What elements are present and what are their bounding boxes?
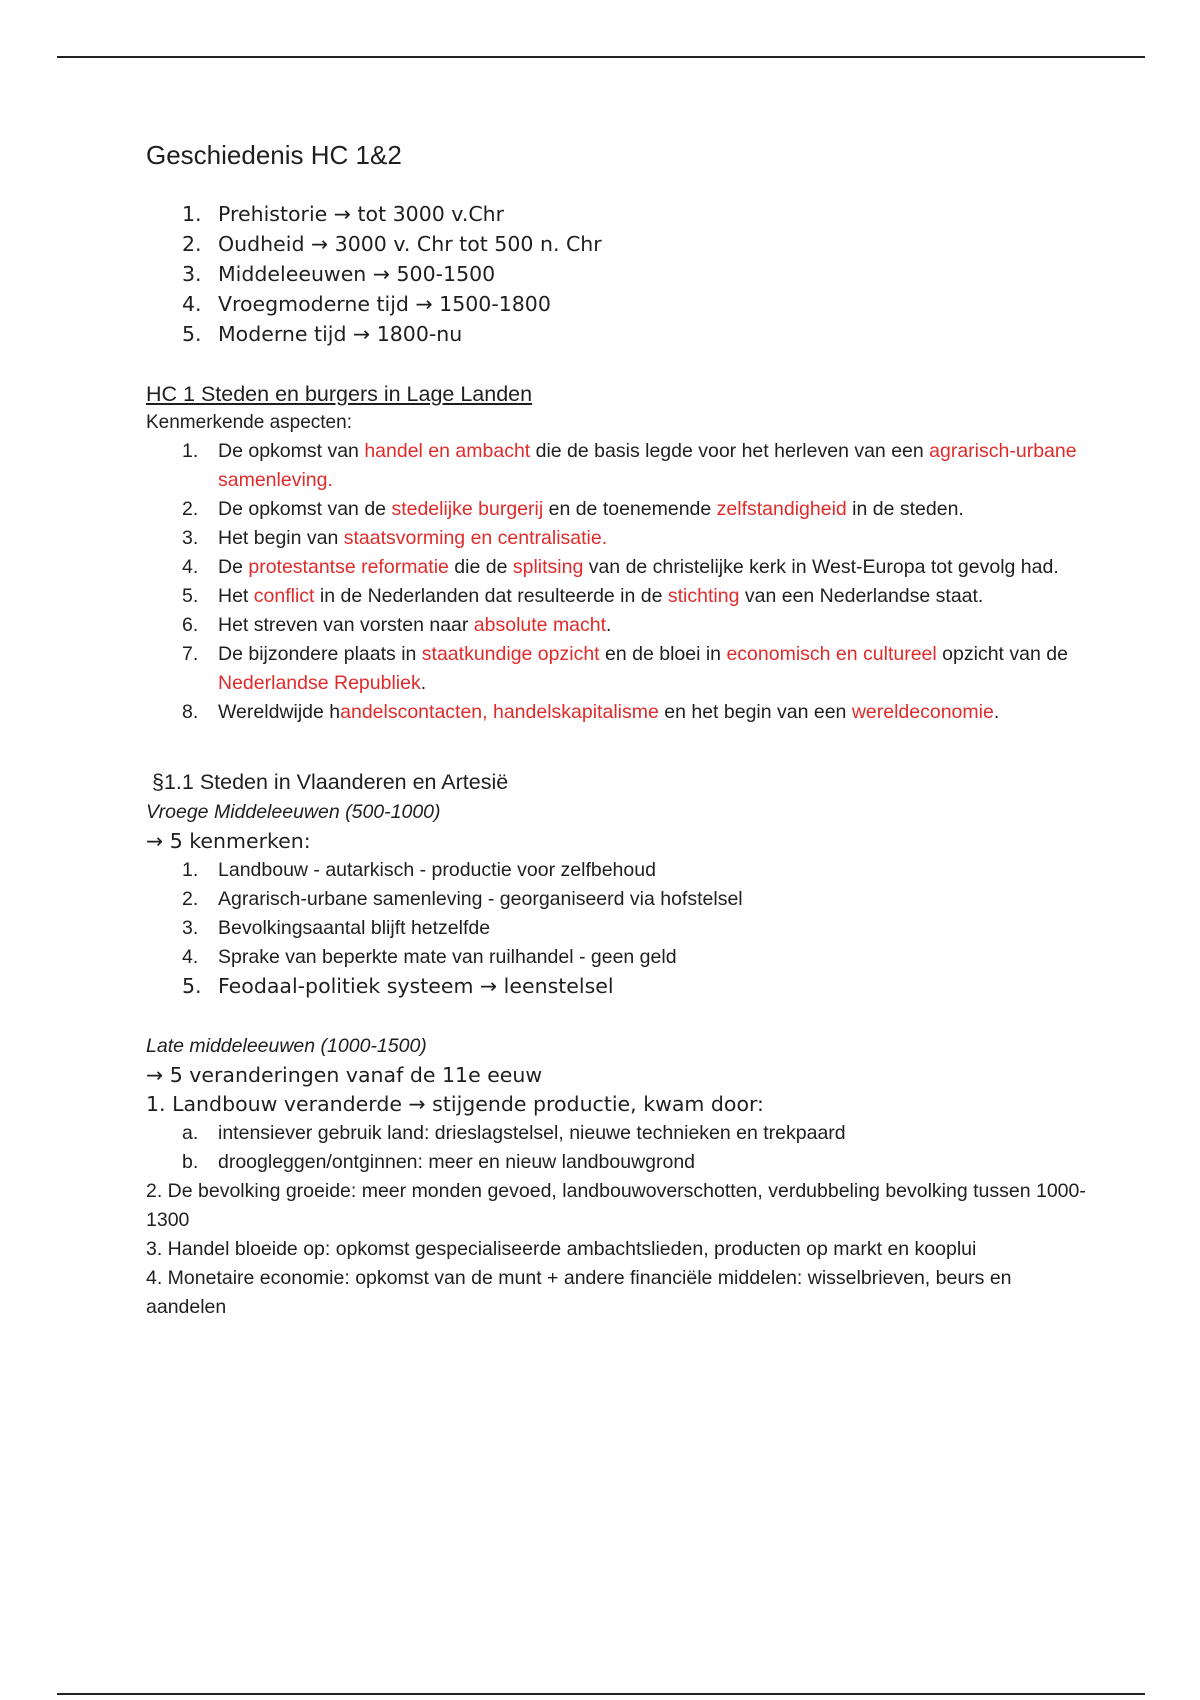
- section-heading-1-1: §1.1 Steden in Vlaanderen en Artesië: [152, 770, 509, 794]
- section-heading-hc1: HC 1 Steden en burgers in Lage Landen: [146, 382, 533, 406]
- aspects-label: Kenmerkende aspecten:: [146, 412, 352, 433]
- list-item: 5. Moderne tijd → 1800-nu: [182, 322, 463, 346]
- early-features-list: [146, 856, 1086, 1001]
- document-page: [146, 140, 1086, 1322]
- bottom-rule: [57, 1693, 1145, 1695]
- periods-list: [146, 199, 1086, 349]
- late-point-2: 2. De bevolking groeide: meer monden gevoed, landbouwoverschotten, verdubbeling bevolking tussen 1000-1300: [146, 1180, 1086, 1231]
- list-item: a. intensiever gebruik land: drieslagstelsel, nieuwe technieken en trekpaard: [182, 1122, 846, 1144]
- list-item: 5. Feodaal-politiek systeem → leenstelsel: [182, 974, 614, 998]
- aspect-item: 8. Wereldwijde handelscontacten, handelskapitalisme en het begin van een wereldeconomie.: [182, 701, 1000, 723]
- document-title: Geschiedenis HC 1&2: [146, 140, 402, 170]
- late-middle-ages-title: Late middeleeuwen (1000-1500): [146, 1035, 427, 1057]
- aspect-item: 3. Het begin van staatsvorming en centralisatie.: [182, 527, 608, 549]
- aspects-list: [146, 437, 1086, 727]
- aspect-item: 4. De protestantse reformatie die de splitsing van de christelijke kerk in West-Europa tot gevolg had.: [182, 556, 1059, 578]
- late-sub-list: [146, 1119, 1086, 1177]
- list-item: 3. Bevolkingsaantal blijft hetzelfde: [182, 917, 491, 939]
- list-item: 2. Oudheid → 3000 v. Chr tot 500 n. Chr: [182, 232, 602, 256]
- aspect-item: 7. De bijzondere plaats in staatkundige opzicht en de bloei in economisch en cultureel opzicht van de Nederlandse Republiek.: [182, 643, 1068, 694]
- list-item: 2. Agrarisch-urbane samenleving - georganiseerd via hofstelsel: [182, 888, 743, 910]
- early-intro: → 5 kenmerken:: [146, 829, 311, 853]
- aspect-item: 6. Het streven van vorsten naar absolute macht.: [182, 614, 612, 636]
- list-item: b. droogleggen/ontginnen: meer en nieuw landbouwgrond: [182, 1151, 696, 1173]
- list-item: 4. Vroegmoderne tijd → 1500-1800: [182, 292, 551, 316]
- top-rule: [57, 56, 1145, 58]
- late-point-1: 1. Landbouw veranderde → stijgende productie, kwam door:: [146, 1092, 764, 1116]
- list-item: 1. Landbouw - autarkisch - productie voor zelfbehoud: [182, 859, 656, 881]
- aspect-item: 2. De opkomst van de stedelijke burgerij en de toenemende zelfstandigheid in de steden.: [182, 498, 964, 520]
- list-item: 3. Middeleeuwen → 500-1500: [182, 262, 496, 286]
- late-point-3: 3. Handel bloeide op: opkomst gespecialiseerde ambachtslieden, producten op markt en kooplui: [146, 1238, 977, 1260]
- list-item: 1. Prehistorie → tot 3000 v.Chr: [182, 202, 505, 226]
- early-middle-ages-title: Vroege Middeleeuwen (500-1000): [146, 801, 441, 823]
- late-point-4: 4. Monetaire economie: opkomst van de munt + andere financiële middelen: wisselbrieven, beurs en aandelen: [146, 1267, 1012, 1318]
- list-item: 4. Sprake van beperkte mate van ruilhandel - geen geld: [182, 946, 677, 968]
- late-intro: → 5 veranderingen vanaf de 11e eeuw: [146, 1063, 543, 1087]
- aspect-item: 5. Het conflict in de Nederlanden dat resulteerde in de stichting van een Nederlandse staat.: [182, 585, 984, 607]
- aspect-item: 1. De opkomst van handel en ambacht die de basis legde voor het herleven van een agrarisch-urbane samenleving.: [182, 440, 1077, 491]
